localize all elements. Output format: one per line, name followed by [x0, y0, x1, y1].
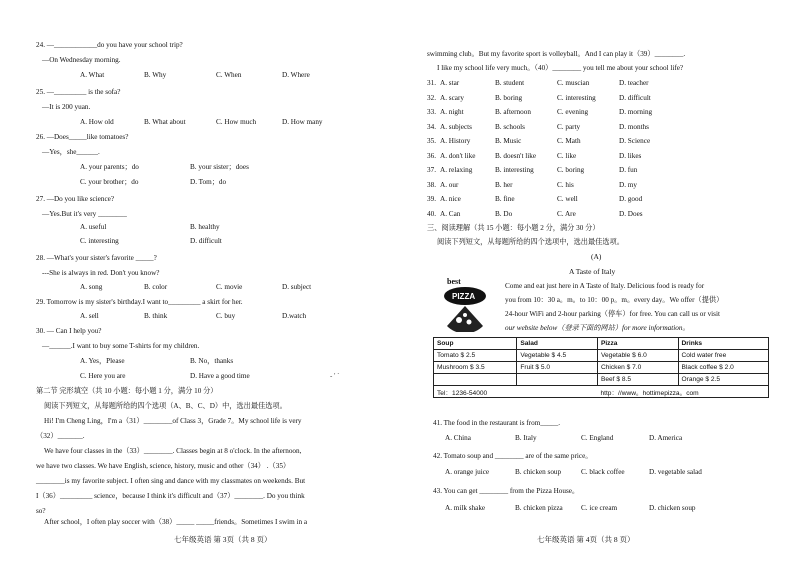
- choice-b: B. student: [495, 79, 525, 87]
- question-option: A. orange juice: [445, 468, 490, 476]
- text-line: —______.I want to buy some T-shirts for my children.: [42, 342, 200, 350]
- pizza-icon: [435, 276, 495, 332]
- option-item: A. song: [80, 283, 103, 291]
- menu-cell: [434, 374, 517, 386]
- menu-cell: Cold water free: [678, 350, 768, 362]
- choice-d: D. likes: [619, 151, 642, 160]
- text-line: 24-hour WiFi and 2-hour parking（停车）for free. You can call us or visit: [505, 310, 720, 318]
- choice-d: D. difficult: [619, 93, 651, 102]
- menu-row: [434, 374, 769, 386]
- choice-number: 36.: [427, 151, 436, 160]
- choice-d: D. my: [619, 180, 637, 189]
- menu-cell: Black coffee $ 2.0: [678, 362, 768, 374]
- choice-b: B. boring: [495, 93, 523, 102]
- question-option: B. Italy: [515, 434, 537, 442]
- page-4-footer: 七年级英语 第 4页（共 8 页）: [537, 535, 635, 544]
- text-line: 第二节 完形填空（共 10 小题：每小题 1 分，满分 10 分）: [36, 387, 218, 395]
- question-option: D. chicken soup: [649, 504, 696, 512]
- choice-c: C. party: [557, 122, 581, 131]
- text-line: swimming club。But my favorite sport is volleyball。And I can play it（39）________.: [427, 50, 686, 58]
- choice-d: D. good: [619, 195, 643, 203]
- page-3-footer: 七年级英语 第 3页（共 8 页）: [174, 535, 272, 544]
- choice-d: D. morning: [619, 108, 653, 116]
- choice-c: C. evening: [557, 108, 589, 116]
- menu-table: [433, 337, 769, 398]
- option-item: B. your sister；does: [190, 163, 249, 171]
- choice-number: 40.: [427, 209, 436, 218]
- choice-d: D. Does: [619, 209, 643, 218]
- option-item: B. think: [144, 312, 168, 320]
- option-item: B. What about: [144, 118, 186, 126]
- choice-b: B. afternoon: [495, 108, 531, 116]
- option-item: C. How much: [216, 118, 257, 126]
- choice-b: B. doesn't like: [495, 151, 537, 160]
- option-item: B. color: [144, 283, 168, 291]
- option-item: D. Have a good time: [190, 372, 250, 380]
- option-item: A. your parents；do: [80, 163, 139, 171]
- pizza-logo: [435, 276, 495, 332]
- choice-b: B. her: [495, 180, 513, 189]
- option-item: A. What: [80, 71, 105, 79]
- option-item: D. difficult: [190, 237, 222, 245]
- text-line: ---She is always in red. Don't you know?: [42, 269, 160, 277]
- question-option: D. vegetable salad: [649, 468, 702, 476]
- choice-c: C. interesting: [557, 93, 596, 102]
- text-line: —Yes.But it's very ________: [42, 210, 127, 218]
- choice-number: 38.: [427, 180, 436, 189]
- text-line: （32）_______.: [36, 432, 85, 440]
- question-option: C. black coffee: [581, 468, 625, 476]
- choice-c: C. Are: [557, 209, 576, 218]
- text-line: 43. You can get ________ from the Pizza House。: [433, 487, 580, 495]
- text-line: —Yes，she______.: [42, 148, 100, 156]
- option-item: B. No，thanks: [190, 357, 234, 365]
- option-item: D.watch: [282, 312, 307, 320]
- menu-header-cell: Salad: [517, 338, 598, 350]
- choice-number: 34.: [427, 122, 436, 131]
- choice-c: C. like: [557, 151, 577, 160]
- menu-header-cell: Pizza: [597, 338, 678, 350]
- menu-cell: Tomato $ 2.5: [434, 350, 517, 362]
- choice-c: C. muscian: [557, 79, 590, 87]
- choice-a: A. Can: [440, 209, 461, 218]
- option-item: D. How many: [282, 118, 323, 126]
- menu-cell: Orange $ 2.5: [678, 374, 768, 386]
- menu-cell: Beef $ 8.5: [597, 374, 678, 386]
- choice-b: B. fine: [495, 195, 515, 203]
- option-item: B. Why: [144, 71, 167, 79]
- text-line: 三、阅读理解（共 15 小题：每小题 2 分，满分 30 分）: [427, 224, 600, 232]
- menu-row: [434, 362, 769, 374]
- text-line: 阅读下列短文，从每题所给的四个选项（A、B、C、D）中，选出最佳选项。: [44, 402, 287, 410]
- choice-a: A. relaxing: [440, 166, 473, 174]
- choice-d: D. months: [619, 122, 649, 131]
- text-line: 24. —____________do you have your school trip?: [36, 41, 183, 49]
- text-line: I like my school life very much。（40）________ you tell me about your school life?: [437, 64, 684, 72]
- choice-c: C. boring: [557, 166, 585, 174]
- text-line: After school，I often play soccer with（38）_____ _____friends。Sometimes I swim in a: [44, 518, 308, 526]
- menu-cell: Vegetable $ 6.0: [597, 350, 678, 362]
- question-option: B. chicken soup: [515, 468, 562, 476]
- question-option: C. ice cream: [581, 504, 618, 512]
- option-item: C. When: [216, 71, 242, 79]
- question-option: B. chicken pizza: [515, 504, 563, 512]
- option-item: D. Where: [282, 71, 310, 79]
- choice-a: A. our: [440, 180, 459, 189]
- option-item: A. useful: [80, 223, 107, 231]
- choice-b: B. Music: [495, 137, 522, 145]
- choice-a: A. subjects: [440, 122, 472, 131]
- choice-a: A. night: [440, 108, 464, 116]
- text-line: our website below（登录下面的网站）for more information。: [505, 324, 690, 332]
- menu-footer-row: [434, 386, 769, 398]
- option-item: C. your brother；do: [80, 178, 139, 186]
- option-item: C. buy: [216, 312, 236, 320]
- question-option: C. England: [581, 434, 614, 442]
- text-line: 27. —Do you like science?: [36, 195, 115, 203]
- text-line: 阅读下列短文，从每题所给的四个选项中，选出最佳选项。: [437, 238, 624, 246]
- option-item: D. Tom；do: [190, 178, 227, 186]
- menu-cell: Fruit $ 5.0: [517, 362, 598, 374]
- choice-number: 37.: [427, 166, 436, 174]
- choice-c: C. his: [557, 180, 574, 189]
- text-line: 29. Tomorrow is my sister's birthday.I want to_________ a skirt for her.: [36, 298, 243, 306]
- text-line: —On Wednesday morning.: [42, 56, 121, 64]
- menu-header-cell: Soup: [434, 338, 517, 350]
- option-item: A. How old: [80, 118, 114, 126]
- passage-title: A Taste of Italy: [569, 267, 616, 276]
- text-line: 25. —_________ is the sofa?: [36, 88, 121, 96]
- choice-number: 39.: [427, 195, 436, 203]
- menu-header-cell: Drinks: [678, 338, 768, 350]
- text-line: so?: [36, 507, 46, 515]
- page-4: [397, 0, 794, 561]
- text-line: 42. Tomato soup and ________ are of the same price。: [433, 452, 593, 460]
- choice-a: A. scary: [440, 93, 464, 102]
- menu-cell: [517, 374, 598, 386]
- choice-c: C. well: [557, 195, 578, 203]
- scan-mark: ‐ ' ˊ: [330, 372, 340, 380]
- text-line: I（36）_________ science，because I think it's difficult and（37）________. Do you think: [36, 492, 305, 500]
- option-item: C. movie: [216, 283, 243, 291]
- menu-url: http：//www。hottimepizza。com: [597, 386, 768, 398]
- logo-top-text: best: [447, 277, 461, 286]
- option-item: B. healthy: [190, 223, 220, 231]
- option-item: C. Here you are: [80, 372, 126, 380]
- choice-number: 35.: [427, 137, 436, 145]
- choice-a: A. History: [440, 137, 471, 145]
- logo-main-text: PIZZA: [452, 292, 476, 301]
- choice-c: C. Math: [557, 137, 581, 145]
- text-line: you from 10：30 a。m。to 10：00 p。m。every day。We offer（提供）: [505, 296, 724, 304]
- choice-number: 33.: [427, 108, 436, 116]
- menu-cell: Vegetable $ 4.5: [517, 350, 598, 362]
- menu-tel: Tel：1236-54000: [434, 386, 598, 398]
- choice-b: B. Do: [495, 209, 513, 218]
- text-line: Come and eat just here in A Taste of Italy. Delicious food is ready for: [505, 282, 705, 290]
- choice-number: 31.: [427, 79, 436, 87]
- question-option: A. China: [445, 434, 471, 442]
- choice-b: B. schools: [495, 122, 525, 131]
- menu-header-row: [434, 338, 769, 350]
- choice-a: A. don't like: [440, 151, 476, 160]
- question-option: D. America: [649, 434, 683, 442]
- menu-cell: Mushroom $ 3.5: [434, 362, 517, 374]
- option-item: D. subject: [282, 283, 312, 291]
- choice-d: D. fun: [619, 166, 638, 174]
- option-item: C. interesting: [80, 237, 119, 245]
- option-item: A. sell: [80, 312, 99, 320]
- choice-number: 32.: [427, 93, 436, 102]
- text-line: We have four classes in the（33）________. Classes begin at 8 o'clock. In the afternoon,: [44, 447, 302, 455]
- menu-row: [434, 350, 769, 362]
- text-line: ________is my favorite subject. I often sing and dance with my classmates on weekends. But: [36, 477, 306, 485]
- question-option: A. milk shake: [445, 504, 486, 512]
- text-line: 41. The food in the restaurant is from_____.: [433, 419, 561, 427]
- choice-a: A. star: [440, 79, 460, 87]
- choice-b: B. interesting: [495, 166, 534, 174]
- text-line: Hi! I'm Cheng Ling，I'm a（31）________of Class 3，Grade 7。My school life is very: [44, 417, 302, 425]
- text-line: we have two classes. We have English, science, history, music and other（34） .（35）: [36, 462, 291, 470]
- text-line: 26. —Does_____like tomatoes?: [36, 133, 129, 141]
- option-item: A. Yes，Please: [80, 357, 125, 365]
- menu-cell: Chicken $ 7.0: [597, 362, 678, 374]
- passage-label: (A): [591, 252, 602, 261]
- choice-d: D. teacher: [619, 79, 649, 87]
- text-line: 30. — Can I help you?: [36, 327, 102, 335]
- choice-d: D. Science: [619, 137, 651, 145]
- text-line: —It is 200 yuan.: [42, 103, 91, 111]
- choice-a: A. nice: [440, 195, 461, 203]
- text-line: 28. —What's your sister's favorite _____?: [36, 254, 157, 262]
